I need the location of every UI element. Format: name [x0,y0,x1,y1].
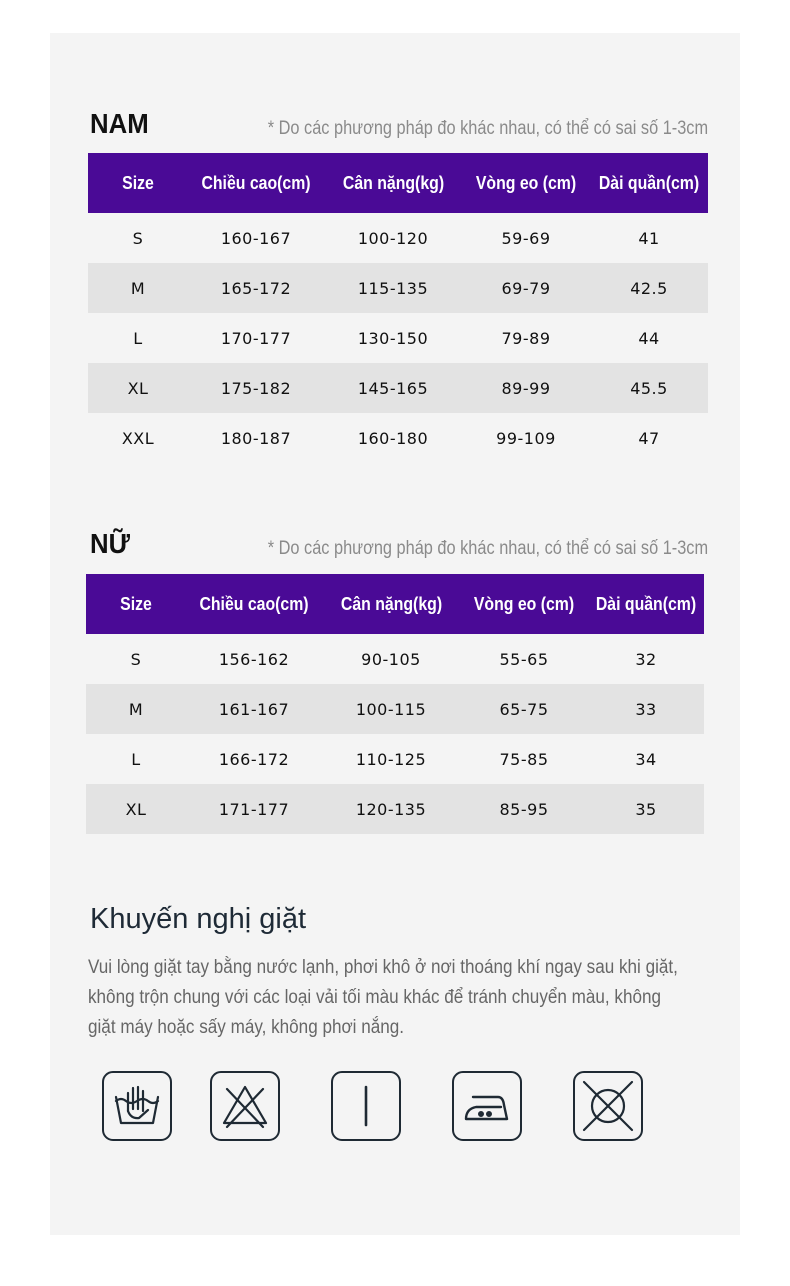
table-row [88,263,708,313]
height-cell: 180-187 [188,413,324,463]
table-row [86,684,704,734]
length-cell: 41 [590,213,708,263]
waist-cell: 59-69 [462,213,590,263]
waist-cell: 89-99 [462,363,590,413]
size-cell: XL [86,784,186,834]
table-row [86,784,704,834]
men-col-height: Chiều cao(cm) [188,153,324,213]
waist-cell: 75-85 [460,734,588,784]
women-col-height: Chiều cao(cm) [186,574,322,634]
size-guide-panel [50,33,740,1235]
waist-cell: 85-95 [460,784,588,834]
height-cell: 165-172 [188,263,324,313]
waist-cell: 65-75 [460,684,588,734]
no-bleach-icon [210,1071,280,1141]
weight-cell: 100-120 [324,213,462,263]
weight-cell: 130-150 [324,313,462,363]
size-cell: XL [88,363,188,413]
weight-cell: 115-135 [324,263,462,313]
women-col-size: Size [86,574,186,634]
weight-cell: 120-135 [322,784,460,834]
length-cell: 33 [588,684,704,734]
size-cell: M [88,263,188,313]
waist-cell: 69-79 [462,263,590,313]
women-size-table [86,574,704,834]
size-cell: XXL [88,413,188,463]
size-cell: S [86,634,186,684]
waist-cell: 55-65 [460,634,588,684]
length-cell: 42.5 [590,263,708,313]
length-cell: 45.5 [590,363,708,413]
table-row [88,363,708,413]
height-cell: 170-177 [188,313,324,363]
table-row [86,734,704,784]
iron-medium-icon [452,1071,522,1141]
men-section-title: NAM [90,108,149,139]
length-cell: 34 [588,734,704,784]
table-row [88,313,708,363]
height-cell: 171-177 [186,784,322,834]
height-cell: 166-172 [186,734,322,784]
hand-wash-icon [102,1071,172,1141]
height-cell: 161-167 [186,684,322,734]
care-instructions: Vui lòng giặt tay bằng nước lạnh, phơi khô ở nơi thoáng khí ngay sau khi giặt, không trộn chung với các loại vải tối màu khác để tránh chuyển màu, không giặt máy hoặc sấy máy, không phơi nắng. [88,957,678,1038]
women-table-header-row [86,574,704,634]
weight-cell: 100-115 [322,684,460,734]
weight-cell: 90-105 [322,634,460,684]
men-col-length: Dài quần(cm) [590,153,708,213]
care-title: Khuyến nghị giặt [90,903,307,935]
table-row [88,413,708,463]
men-col-weight: Cân nặng(kg) [324,153,462,213]
length-cell: 47 [590,413,708,463]
table-row [88,213,708,263]
size-cell: M [86,684,186,734]
waist-cell: 79-89 [462,313,590,363]
weight-cell: 145-165 [324,363,462,413]
waist-cell: 99-109 [462,413,590,463]
women-section-title: NỮ [90,528,130,559]
length-cell: 32 [588,634,704,684]
women-section-header [50,528,740,568]
men-col-size: Size [88,153,188,213]
weight-cell: 110-125 [322,734,460,784]
women-col-weight: Cân nặng(kg) [322,574,460,634]
men-size-table [88,153,708,463]
no-tumble-dry-icon [573,1071,643,1141]
men-measure-note: * Do các phương pháp đo khác nhau, có thể có sai số 1-3cm [267,118,708,139]
length-cell: 35 [588,784,704,834]
size-cell: L [86,734,186,784]
size-cell: S [88,213,188,263]
size-cell: L [88,313,188,363]
table-row [86,634,704,684]
line-dry-icon [331,1071,401,1141]
weight-cell: 160-180 [324,413,462,463]
height-cell: 156-162 [186,634,322,684]
care-icons-row [50,1071,740,1143]
length-cell: 44 [590,313,708,363]
men-section-header [50,108,740,148]
height-cell: 160-167 [188,213,324,263]
men-col-waist: Vòng eo (cm) [462,153,590,213]
women-col-length: Dài quần(cm) [588,574,704,634]
men-table-header-row [88,153,708,213]
women-measure-note: * Do các phương pháp đo khác nhau, có thể có sai số 1-3cm [267,538,708,559]
women-col-waist: Vòng eo (cm) [460,574,588,634]
height-cell: 175-182 [188,363,324,413]
